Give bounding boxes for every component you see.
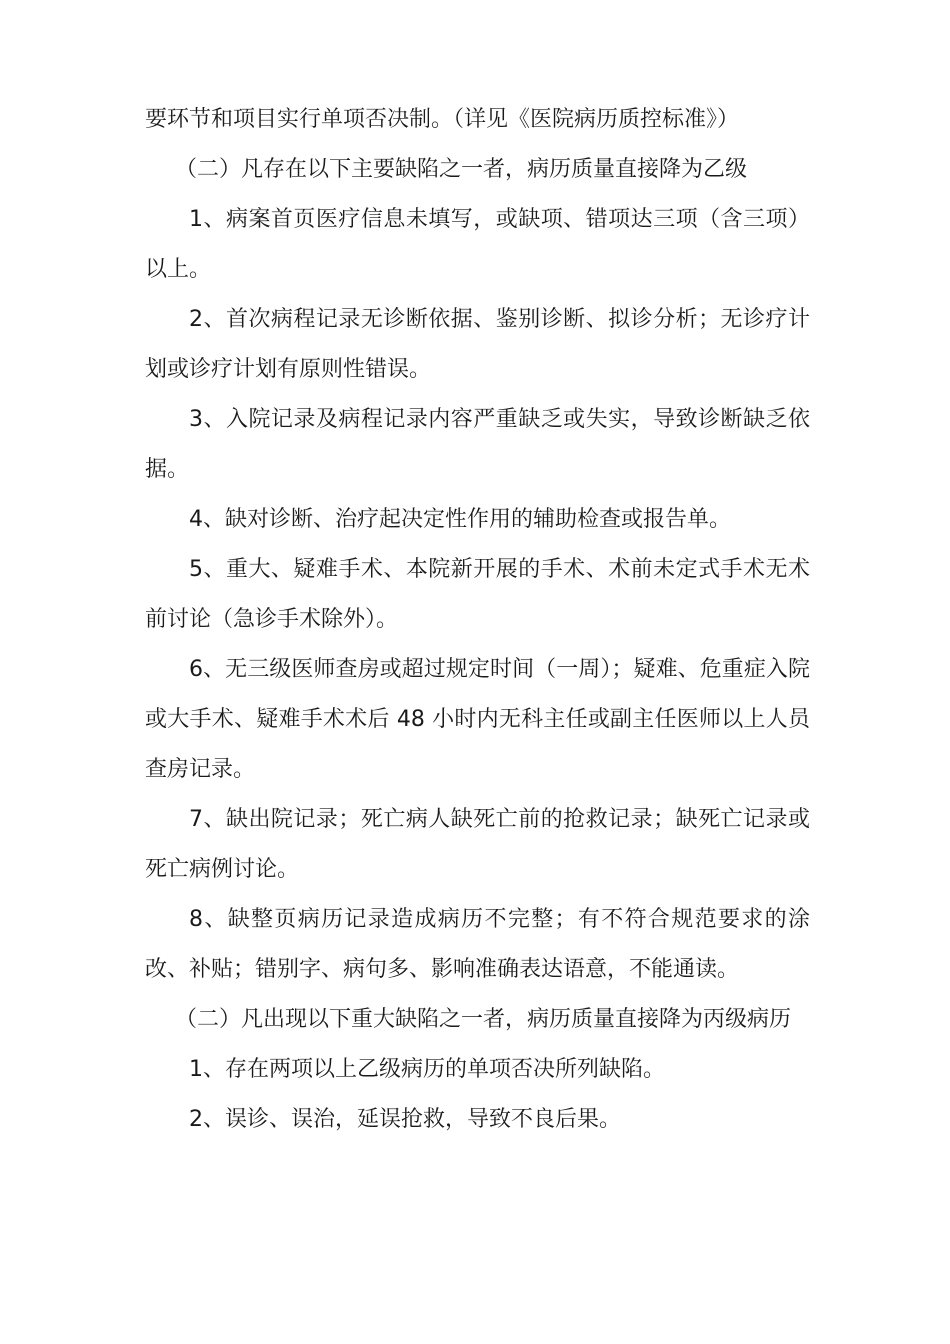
section-heading-grade-b: （二）凡存在以下主要缺陷之一者，病历质量直接降为乙级 [175,157,748,182]
list-item: 8、缺整页病历记录造成病历不完整；有不符合规范要求的涂改、补贴；错别字、病句多、影响准确表达语意，不能通读。 [145,907,810,982]
list-item: 4、缺对诊断、治疗起决定性作用的辅助检查或报告单。 [189,507,731,532]
list-item: 6、无三级医师查房或超过规定时间（一周）；疑难、危重症入院或大手术、疑难手术术后 48 小时内无科主任或副主任医师以上人员查房记录。 [145,657,810,782]
list-item: 2、首次病程记录无诊断依据、鉴别诊断、拟诊分析；无诊疗计划或诊疗计划有原则性错误。 [145,307,810,382]
list-item: 2、误诊、误治，延误抢救，导致不良后果。 [189,1107,621,1132]
list-item: 1、存在两项以上乙级病历的单项否决所列缺陷。 [189,1057,665,1082]
section-heading-grade-c: （二）凡出现以下重大缺陷之一者，病历质量直接降为丙级病历 [175,1007,792,1032]
list-item: 5、重大、疑难手术、本院新开展的手术、术前未定式手术无术前讨论（急诊手术除外）。 [145,557,810,632]
list-item: 7、缺出院记录；死亡病人缺死亡前的抢救记录；缺死亡记录或死亡病例讨论。 [145,807,810,882]
list-item: 1、病案首页医疗信息未填写，或缺项、错项达三项（含三项）以上。 [145,207,810,282]
document-body [145,95,810,1145]
list-item: 3、入院记录及病程记录内容严重缺乏或失实，导致诊断缺乏依据。 [145,407,810,482]
paragraph-continuation: 要环节和项目实行单项否决制。（详见《医院病历质控标准》） [145,107,740,132]
